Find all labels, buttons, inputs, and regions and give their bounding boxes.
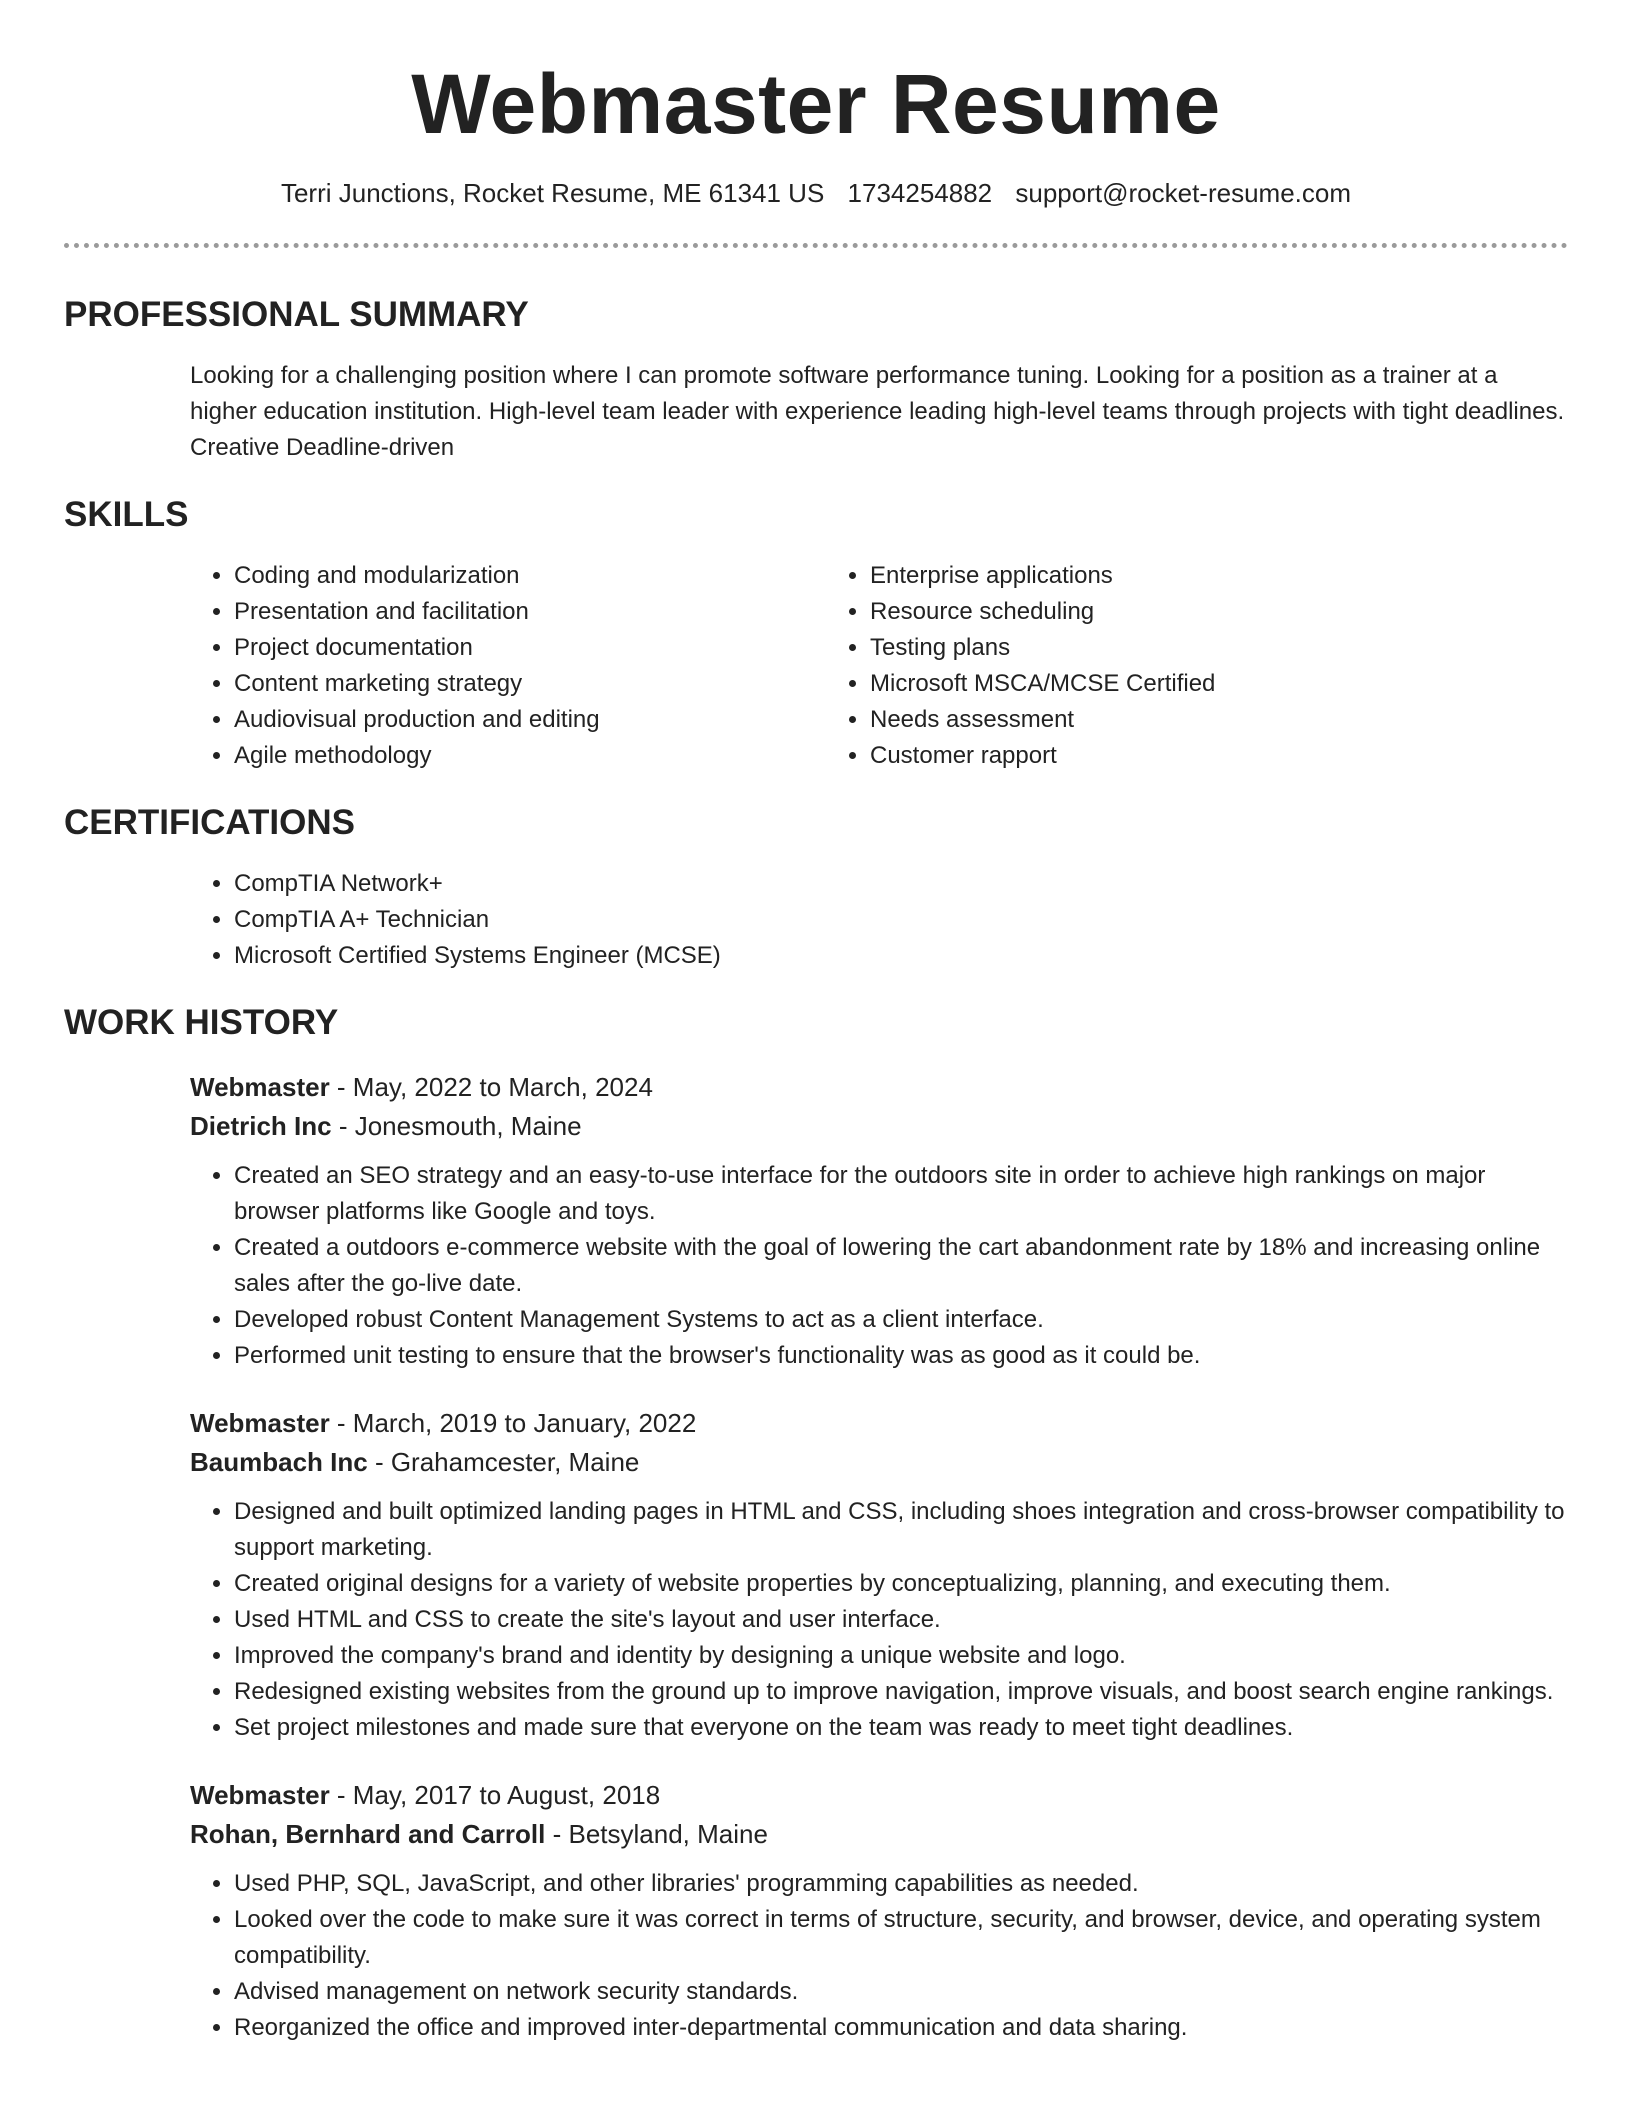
job-entry <box>190 1404 1568 1746</box>
summary-section <box>64 294 1568 466</box>
list-item: • Redesigned existing websites from the ground up to improve navigation, improve visuals, and boost search engine rankings. <box>234 1674 1568 1710</box>
list-item: • Designed and built optimized landing pages in HTML and CSS, including shoes integration and cross-browser compatibility to support marketing. <box>234 1494 1568 1566</box>
certifications-section <box>64 802 1568 974</box>
job-title: Webmaster <box>190 1407 330 1438</box>
job-dates: - May, 2017 to August, 2018 <box>329 1779 661 1810</box>
job-company-line <box>190 1815 1568 1854</box>
list-item: • CompTIA Network+ <box>234 866 1568 902</box>
job-dates: - May, 2022 to March, 2024 <box>329 1071 653 1102</box>
job-title-line <box>190 1404 1568 1443</box>
resume-page <box>64 0 1568 2046</box>
list-item: • Coding and modularization <box>234 558 826 594</box>
list-item: • Performed unit testing to ensure that the browser's functionality was as good as it could be. <box>234 1338 1568 1374</box>
job-company-line <box>190 1107 1568 1146</box>
list-item: • Testing plans <box>870 630 1462 666</box>
certifications-wrap <box>190 866 1568 974</box>
list-item: • Looked over the code to make sure it was correct in terms of structure, security, and browser, device, and operating system compatibility. <box>234 1902 1568 1974</box>
list-item: • Resource scheduling <box>870 594 1462 630</box>
contact-email: support@rocket-resume.com <box>1015 177 1352 208</box>
job-company: Baumbach Inc <box>190 1446 368 1477</box>
list-item: • CompTIA A+ Technician <box>234 902 1568 938</box>
job-company-line <box>190 1443 1568 1482</box>
skills-columns <box>190 558 1568 774</box>
job-title-line <box>190 1776 1568 1815</box>
job-title: Webmaster <box>190 1071 330 1102</box>
list-item: • Used PHP, SQL, JavaScript, and other libraries' programming capabilities as needed. <box>234 1866 1568 1902</box>
list-item: • Customer rapport <box>870 738 1462 774</box>
contact-phone: 1734254882 <box>847 177 993 208</box>
list-item: • Used HTML and CSS to create the site's layout and user interface. <box>234 1602 1568 1638</box>
contact-line <box>64 177 1568 211</box>
dotted-divider <box>64 243 1568 248</box>
contact-address: Terri Junctions, Rocket Resume, ME 61341 US <box>280 177 825 208</box>
list-item: • Microsoft MSCA/MCSE Certified <box>870 666 1462 702</box>
job-title-line <box>190 1068 1568 1107</box>
job-company: Dietrich Inc <box>190 1110 332 1141</box>
job-entry <box>190 1068 1568 1374</box>
job-entry <box>190 1776 1568 2046</box>
list-item: • Enterprise applications <box>870 558 1462 594</box>
skills-list-left <box>190 558 826 774</box>
list-item: • Content marketing strategy <box>234 666 826 702</box>
list-item: • Needs assessment <box>870 702 1462 738</box>
certifications-list <box>190 866 1568 974</box>
certifications-heading: CERTIFICATIONS <box>64 802 356 842</box>
list-item: • Project documentation <box>234 630 826 666</box>
skills-list-right <box>826 558 1462 774</box>
list-item: • Audiovisual production and editing <box>234 702 826 738</box>
list-item: • Advised management on network security standards. <box>234 1974 1568 2010</box>
list-item: • Created a outdoors e-commerce website with the goal of lowering the cart abandonment rate by 18% and increasing online sales after the go-live date. <box>234 1230 1568 1302</box>
page-title: Webmaster Resume <box>411 57 1221 151</box>
job-title: Webmaster <box>190 1779 330 1810</box>
summary-heading: PROFESSIONAL SUMMARY <box>64 294 529 334</box>
list-item: • Developed robust Content Management Systems to act as a client interface. <box>234 1302 1568 1338</box>
job-dates: - March, 2019 to January, 2022 <box>329 1407 697 1438</box>
list-item: • Created original designs for a variety of website properties by conceptualizing, planning, and executing them. <box>234 1566 1568 1602</box>
list-item: • Set project milestones and made sure that everyone on the team was ready to meet tight deadlines. <box>234 1710 1568 1746</box>
summary-text: Looking for a challenging position where I can promote software performance tuning. Looking for a position as a trainer at a higher education institution. High-level team leader with experience leading high-level teams through projects with tight deadlines. Creative Deadline-driven <box>190 361 1565 461</box>
list-item: • Microsoft Certified Systems Engineer (MCSE) <box>234 938 1568 974</box>
job-bullets <box>190 1866 1568 2046</box>
job-company: Rohan, Bernhard and Carroll <box>190 1818 546 1849</box>
job-location: - Betsyland, Maine <box>545 1818 768 1849</box>
list-item: • Improved the company's brand and identity by designing a unique website and logo. <box>234 1638 1568 1674</box>
list-item: • Presentation and facilitation <box>234 594 826 630</box>
job-location: - Grahamcester, Maine <box>367 1446 640 1477</box>
job-bullets <box>190 1494 1568 1746</box>
job-location: - Jonesmouth, Maine <box>331 1110 582 1141</box>
list-item: • Agile methodology <box>234 738 826 774</box>
work-history-section <box>64 1002 1568 2046</box>
job-bullets <box>190 1158 1568 1374</box>
list-item: • Created an SEO strategy and an easy-to-use interface for the outdoors site in order to achieve high rankings on major browser platforms like Google and toys. <box>234 1158 1568 1230</box>
skills-section <box>64 494 1568 774</box>
work-history-heading: WORK HISTORY <box>64 1002 339 1042</box>
skills-heading: SKILLS <box>64 494 189 534</box>
list-item: • Reorganized the office and improved inter-departmental communication and data sharing. <box>234 2010 1568 2046</box>
